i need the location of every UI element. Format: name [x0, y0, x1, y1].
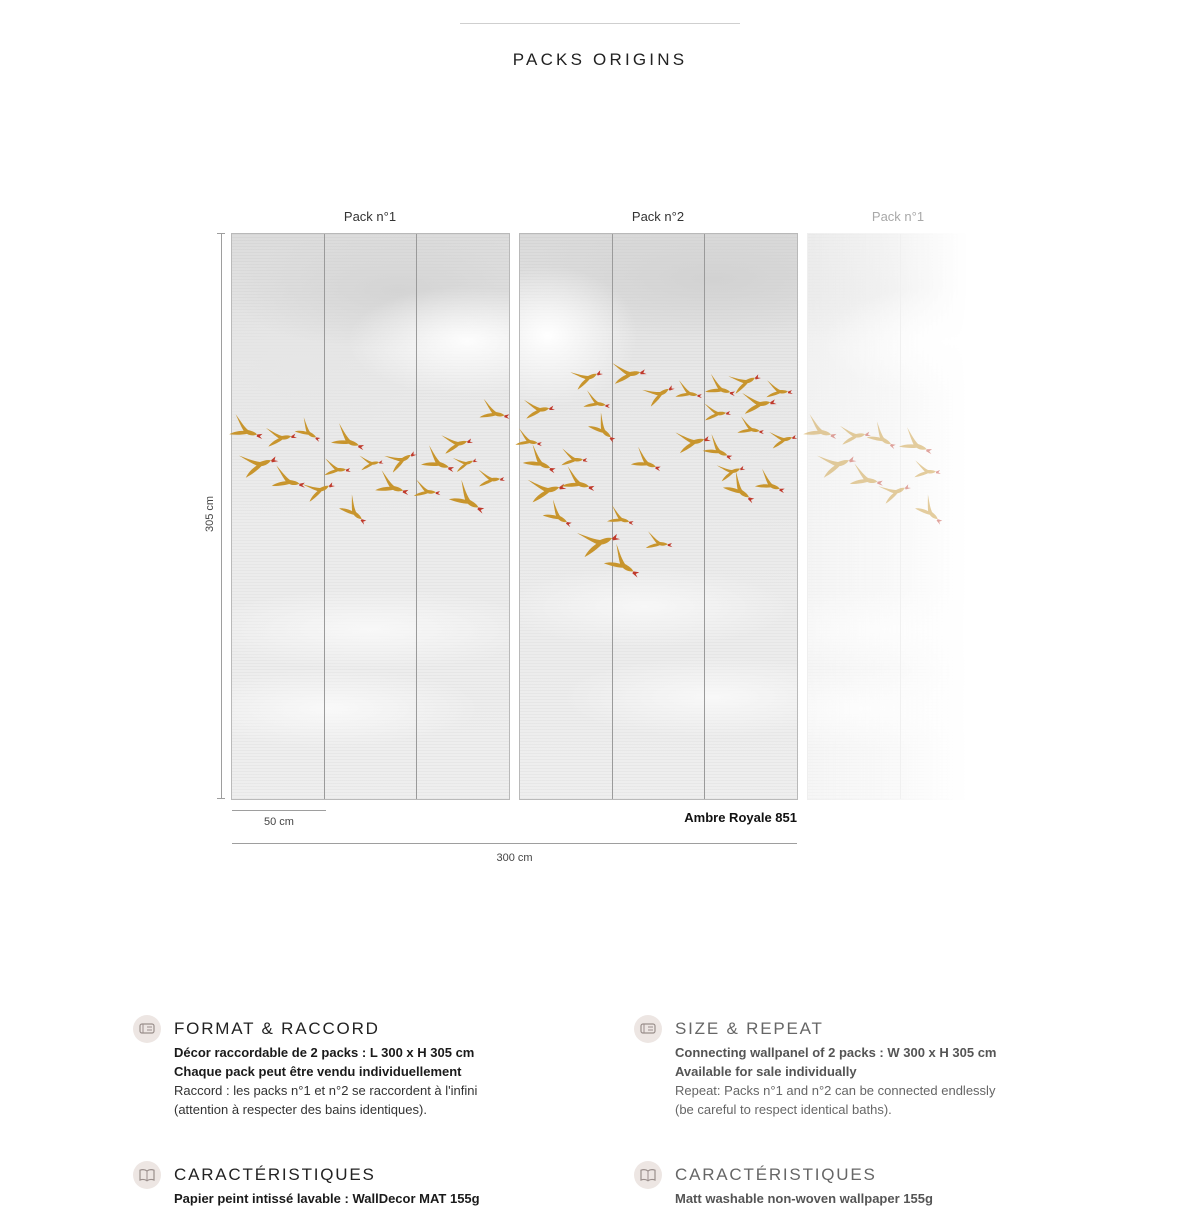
height-dimension-label: 305 cm — [204, 495, 216, 533]
swallow-flock — [229, 357, 798, 581]
strip-width-label: 50 cm — [264, 816, 294, 828]
section-title: FORMAT & RACCORD — [174, 1019, 380, 1038]
section-line: Connecting wallpanel of 2 packs : W 300 x H 305 cm — [675, 1045, 997, 1060]
section-line: Raccord : les packs n°1 et n°2 se raccordent à l'infini — [174, 1083, 478, 1098]
page-title: PACKS ORIGINS — [512, 50, 688, 69]
total-width-line — [232, 843, 797, 844]
section-line: Chaque pack peut être vendu individuellement — [174, 1064, 462, 1079]
book-icon — [133, 1161, 161, 1189]
format-raccord-section — [174, 1019, 594, 1119]
section-line: Papier peint intissé lavable : WallDecor MAT 155g — [174, 1191, 480, 1206]
section-line: Matt washable non-woven wallpaper 155g — [675, 1191, 933, 1206]
strip-width-line — [232, 810, 326, 811]
height-dimension-line — [221, 233, 222, 799]
pack2-label: Pack n°2 — [631, 209, 685, 224]
wallpaper-roll-icon — [634, 1015, 662, 1043]
swallow-flock-faded — [803, 414, 950, 527]
pack1-label: Pack n°1 — [343, 209, 397, 224]
size-repeat-section — [675, 1019, 1095, 1119]
section-title: SIZE & REPEAT — [675, 1019, 824, 1038]
section-title: CARACTÉRISTIQUES — [174, 1165, 376, 1184]
product-reference: Ambre Royale 851 — [684, 810, 797, 825]
wallpaper-roll-icon — [133, 1015, 161, 1043]
total-width-label: 300 cm — [496, 852, 533, 864]
section-line: Décor raccordable de 2 packs : L 300 x H 305 cm — [174, 1045, 475, 1060]
height-dimension-tick — [217, 798, 225, 799]
pack3-label: Pack n°1 — [871, 209, 925, 224]
book-icon — [634, 1161, 662, 1189]
specifications-section — [675, 1165, 1095, 1208]
section-line: (attention à respecter des bains identiques). — [174, 1102, 427, 1117]
height-dimension-tick — [217, 233, 225, 234]
section-line: Repeat: Packs n°1 and n°2 can be connected endlessly — [675, 1083, 996, 1098]
section-title: CARACTÉRISTIQUES — [675, 1165, 877, 1184]
section-line: (be careful to respect identical baths). — [675, 1102, 892, 1117]
section-line: Available for sale individually — [675, 1064, 857, 1079]
caracteristiques-section — [174, 1165, 594, 1208]
